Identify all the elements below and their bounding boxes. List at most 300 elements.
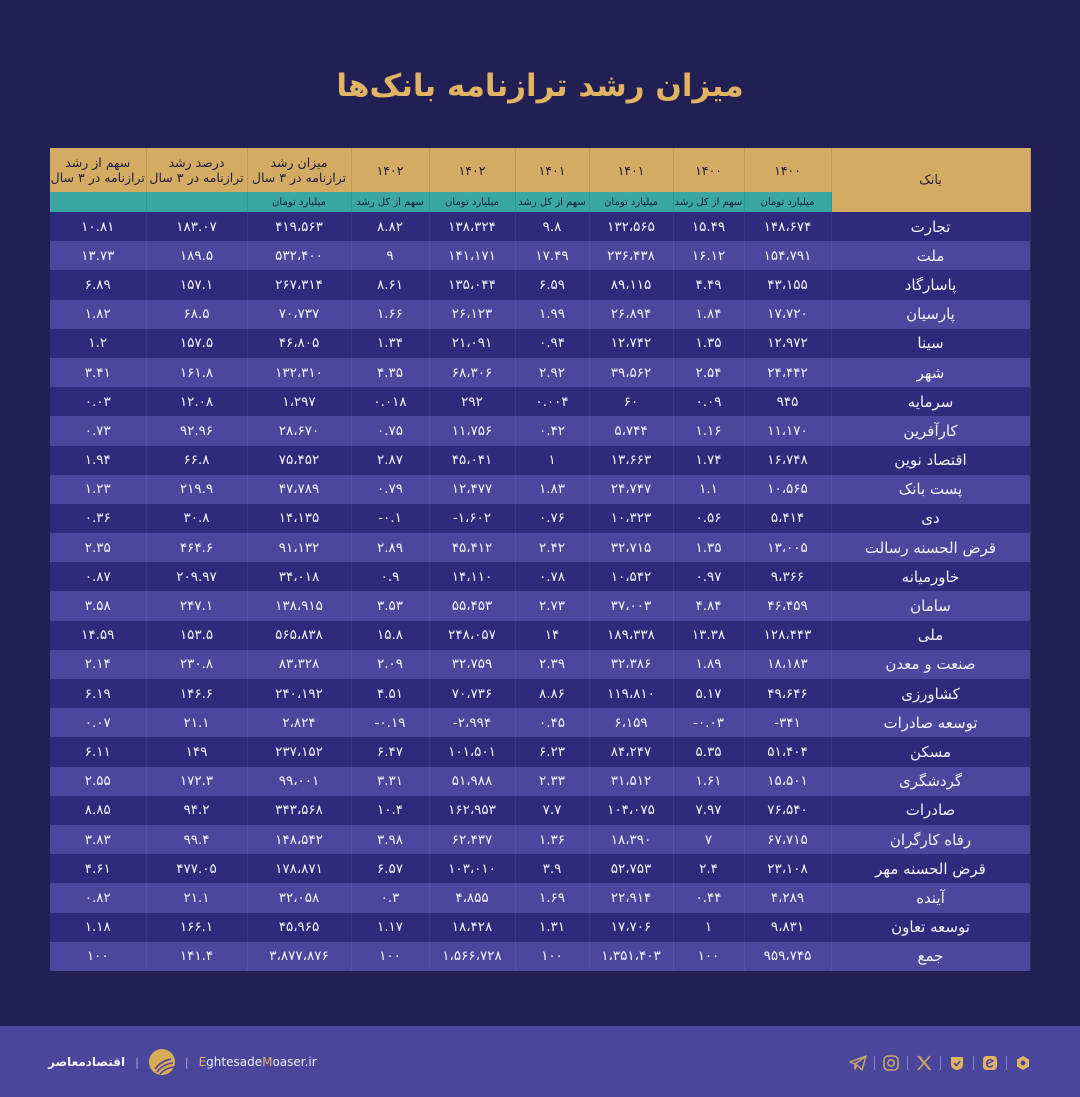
growth-share-cell: ۱۳.۷۳ bbox=[50, 241, 146, 270]
amount-1402-cell: ۱۴،۱۱۰ bbox=[429, 562, 515, 591]
share-1402-cell: ۲.۸۷ bbox=[351, 446, 429, 475]
header-growth-amount: میزان رشد ترازنامه در ۳ سال bbox=[247, 148, 351, 192]
growth-percent-cell: ۱۴۶.۶ bbox=[146, 679, 247, 708]
amount-1400-cell: ۷۶،۵۴۰ bbox=[744, 796, 831, 825]
amount-1402-cell: ۱،۵۶۶،۷۲۸ bbox=[429, 942, 515, 971]
growth-amount-cell: ۴۵،۹۶۵ bbox=[247, 913, 351, 942]
amount-1401-cell: ۳۲،۳۸۶ bbox=[589, 650, 673, 679]
share-1401-cell: ۲.۳۳ bbox=[515, 767, 589, 796]
bank-name-cell: سرمایه bbox=[831, 387, 1030, 416]
growth-amount-cell: ۷۵،۴۵۲ bbox=[247, 446, 351, 475]
share-1402-cell: ۱.۶۶ bbox=[351, 300, 429, 329]
table-row bbox=[50, 212, 1030, 241]
table-row bbox=[50, 416, 1030, 445]
growth-amount-cell: ۴۶،۸۰۵ bbox=[247, 329, 351, 358]
growth-percent-cell: ۹۹.۴ bbox=[146, 825, 247, 854]
share-1402-cell: ۹ bbox=[351, 241, 429, 270]
share-1400-cell: ۲.۵۴ bbox=[673, 358, 744, 387]
header-bank: بانک bbox=[831, 148, 1030, 212]
growth-share-cell: ۱۰۰ bbox=[50, 942, 146, 971]
amount-1400-cell: ۵۱،۴۰۴ bbox=[744, 737, 831, 766]
amount-1401-cell: ۳۱،۵۱۲ bbox=[589, 767, 673, 796]
page-title: میزان رشد ترازنامه بانک‌ها bbox=[336, 68, 744, 104]
amount-1402-cell: ۴۵،۴۱۲ bbox=[429, 533, 515, 562]
share-1402-cell: ۴.۵۱ bbox=[351, 679, 429, 708]
divider bbox=[874, 1056, 875, 1070]
amount-1401-cell: ۱۸،۳۹۰ bbox=[589, 825, 673, 854]
growth-percent-cell: ۳۰.۸ bbox=[146, 504, 247, 533]
amount-1402-cell: ۱۱،۷۵۶ bbox=[429, 416, 515, 445]
amount-1400-cell: ۶۷،۷۱۵ bbox=[744, 825, 831, 854]
share-1401-cell: ۱.۳۶ bbox=[515, 825, 589, 854]
share-1400-cell: ۱.۱۶ bbox=[673, 416, 744, 445]
subheader-empty bbox=[146, 192, 247, 212]
instagram-icon[interactable] bbox=[882, 1054, 900, 1072]
amount-1400-cell: ۴۳،۱۵۵ bbox=[744, 270, 831, 299]
growth-share-cell: ۱.۱۸ bbox=[50, 913, 146, 942]
bank-name-cell: ملی bbox=[831, 621, 1030, 650]
table-row bbox=[50, 300, 1030, 329]
growth-amount-cell: ۱۳۲،۳۱۰ bbox=[247, 358, 351, 387]
subheader-1400-amount: میلیارد تومان bbox=[744, 192, 831, 212]
growth-amount-cell: ۳۴،۰۱۸ bbox=[247, 562, 351, 591]
amount-1400-cell: ۱۱،۱۷۰ bbox=[744, 416, 831, 445]
growth-amount-cell: ۹۹،۰۰۱ bbox=[247, 767, 351, 796]
amount-1402-cell: ۱۲،۴۷۷ bbox=[429, 475, 515, 504]
growth-percent-cell: ۶۶.۸ bbox=[146, 446, 247, 475]
share-1400-cell: ۱.۷۴ bbox=[673, 446, 744, 475]
growth-share-cell: ۳.۵۸ bbox=[50, 591, 146, 620]
growth-share-cell: ۱۰.۸۱ bbox=[50, 212, 146, 241]
amount-1401-cell: ۳۷،۰۰۳ bbox=[589, 591, 673, 620]
share-1402-cell: -۰.۱۹ bbox=[351, 708, 429, 737]
header-1400-share: ۱۴۰۰ bbox=[673, 148, 744, 192]
growth-share-cell: ۳.۸۳ bbox=[50, 825, 146, 854]
table-row bbox=[50, 358, 1030, 387]
share-1400-cell: ۱.۶۱ bbox=[673, 767, 744, 796]
amount-1400-cell: ۱۷،۷۲۰ bbox=[744, 300, 831, 329]
divider: | bbox=[184, 1055, 189, 1069]
growth-amount-cell: ۲۳۷،۱۵۲ bbox=[247, 737, 351, 766]
growth-percent-cell: ۱۸۹.۵ bbox=[146, 241, 247, 270]
share-1401-cell: ۱۴ bbox=[515, 621, 589, 650]
growth-percent-cell: ۲۴۷.۱ bbox=[146, 591, 247, 620]
share-1402-cell: ۲.۸۹ bbox=[351, 533, 429, 562]
share-1400-cell: ۱۵.۴۹ bbox=[673, 212, 744, 241]
social-links bbox=[849, 1054, 1032, 1072]
growth-share-cell: ۰.۸۷ bbox=[50, 562, 146, 591]
share-1401-cell: ۲.۷۳ bbox=[515, 591, 589, 620]
bank-name-cell: سینا bbox=[831, 329, 1030, 358]
share-1400-cell: ۱۳.۳۸ bbox=[673, 621, 744, 650]
growth-share-cell: ۱.۸۲ bbox=[50, 300, 146, 329]
table-row bbox=[50, 533, 1030, 562]
share-1400-cell: -۰.۰۳ bbox=[673, 708, 744, 737]
table-row bbox=[50, 504, 1030, 533]
growth-amount-cell: ۴۷،۷۸۹ bbox=[247, 475, 351, 504]
bank-name-cell: قرض الحسنه رسالت bbox=[831, 533, 1030, 562]
amount-1401-cell: ۲۴،۷۴۷ bbox=[589, 475, 673, 504]
bank-name-cell: صنعت و معدن bbox=[831, 650, 1030, 679]
divider bbox=[1006, 1056, 1007, 1070]
amount-1402-cell: ۴،۸۵۵ bbox=[429, 883, 515, 912]
bank-name-cell: اقتصاد نوین bbox=[831, 446, 1030, 475]
share-1400-cell: ۲.۴ bbox=[673, 854, 744, 883]
table-row bbox=[50, 796, 1030, 825]
amount-1402-cell: ۴۵،۰۴۱ bbox=[429, 446, 515, 475]
share-1401-cell: ۲.۴۲ bbox=[515, 533, 589, 562]
growth-amount-cell: ۲۸،۶۷۰ bbox=[247, 416, 351, 445]
share-1400-cell: ۰.۹۷ bbox=[673, 562, 744, 591]
amount-1400-cell: ۱۸،۱۸۳ bbox=[744, 650, 831, 679]
table-row bbox=[50, 621, 1030, 650]
amount-1400-cell: ۱۳،۰۰۵ bbox=[744, 533, 831, 562]
bank-name-cell: پارسیان bbox=[831, 300, 1030, 329]
share-1400-cell: ۷.۹۷ bbox=[673, 796, 744, 825]
header-1402-amount: ۱۴۰۲ bbox=[429, 148, 515, 192]
share-1400-cell: ۰.۴۴ bbox=[673, 883, 744, 912]
amount-1401-cell: ۱۷،۷۰۶ bbox=[589, 913, 673, 942]
amount-1401-cell: ۱۰،۳۲۳ bbox=[589, 504, 673, 533]
share-1401-cell: ۸.۸۶ bbox=[515, 679, 589, 708]
amount-1401-cell: ۵۲،۷۵۳ bbox=[589, 854, 673, 883]
share-1401-cell: ۱ bbox=[515, 446, 589, 475]
amount-1400-cell: ۱۶،۷۴۸ bbox=[744, 446, 831, 475]
subheader-growth-amount: میلیارد تومان bbox=[247, 192, 351, 212]
bank-name-cell: توسعه صادرات bbox=[831, 708, 1030, 737]
amount-1402-cell: ۶۲،۴۳۷ bbox=[429, 825, 515, 854]
growth-amount-cell: ۱۴۸،۵۴۲ bbox=[247, 825, 351, 854]
amount-1401-cell: ۳۲،۷۱۵ bbox=[589, 533, 673, 562]
amount-1402-cell: ۵۵،۴۵۳ bbox=[429, 591, 515, 620]
growth-percent-cell: ۱۴۹ bbox=[146, 737, 247, 766]
brand-name: اقتصادمعاصر bbox=[48, 1055, 126, 1069]
amount-1400-cell: ۹،۸۳۱ bbox=[744, 913, 831, 942]
share-1401-cell: ۲.۹۲ bbox=[515, 358, 589, 387]
share-1402-cell: ۰.۷۹ bbox=[351, 475, 429, 504]
growth-amount-cell: ۸۳،۳۲۸ bbox=[247, 650, 351, 679]
amount-1400-cell: ۹۵۹،۷۴۵ bbox=[744, 942, 831, 971]
growth-percent-cell: ۴۷۷.۰۵ bbox=[146, 854, 247, 883]
amount-1401-cell: ۲۶،۸۹۴ bbox=[589, 300, 673, 329]
amount-1402-cell: ۲۱،۰۹۱ bbox=[429, 329, 515, 358]
table-body bbox=[50, 212, 1030, 971]
amount-1401-cell: ۱۳۲،۵۶۵ bbox=[589, 212, 673, 241]
table-row bbox=[50, 767, 1030, 796]
header-1402-share: ۱۴۰۲ bbox=[351, 148, 429, 192]
share-1402-cell: ۰.۳ bbox=[351, 883, 429, 912]
growth-share-cell: ۱.۹۴ bbox=[50, 446, 146, 475]
share-1401-cell: ۱۷.۴۹ bbox=[515, 241, 589, 270]
share-1400-cell: ۱۰۰ bbox=[673, 942, 744, 971]
header-1401-amount: ۱۴۰۱ bbox=[589, 148, 673, 192]
share-1401-cell: ۰.۴۵ bbox=[515, 708, 589, 737]
header-growth-share: سهم از رشد ترازنامه در ۳ سال bbox=[50, 148, 146, 192]
amount-1402-cell: ۱۰۳،۰۱۰ bbox=[429, 854, 515, 883]
growth-amount-cell: ۲۴۰،۱۹۲ bbox=[247, 679, 351, 708]
growth-share-cell: ۰.۰۷ bbox=[50, 708, 146, 737]
growth-share-cell: ۶.۸۹ bbox=[50, 270, 146, 299]
amount-1402-cell: ۱۳۸،۳۲۴ bbox=[429, 212, 515, 241]
amount-1401-cell: ۱۱۹،۸۱۰ bbox=[589, 679, 673, 708]
growth-percent-cell: ۱۶۱.۸ bbox=[146, 358, 247, 387]
share-1401-cell: ۱.۸۳ bbox=[515, 475, 589, 504]
table-row bbox=[50, 270, 1030, 299]
subheader-1401-share: سهم از کل رشد bbox=[515, 192, 589, 212]
growth-amount-cell: ۵۳۲،۴۰۰ bbox=[247, 241, 351, 270]
e-icon[interactable] bbox=[981, 1054, 999, 1072]
growth-percent-cell: ۹۴.۲ bbox=[146, 796, 247, 825]
bank-name-cell: پست بانک bbox=[831, 475, 1030, 504]
amount-1402-cell: -۲،۹۹۴ bbox=[429, 708, 515, 737]
growth-percent-cell: ۱۸۳.۰۷ bbox=[146, 212, 247, 241]
growth-amount-cell: ۹۱،۱۳۲ bbox=[247, 533, 351, 562]
share-1402-cell: ۱.۱۷ bbox=[351, 913, 429, 942]
table-row bbox=[50, 708, 1030, 737]
growth-share-cell: ۳.۴۱ bbox=[50, 358, 146, 387]
share-1402-cell: ۶.۴۷ bbox=[351, 737, 429, 766]
share-1401-cell: ۶.۵۹ bbox=[515, 270, 589, 299]
share-1400-cell: ۵.۳۵ bbox=[673, 737, 744, 766]
amount-1402-cell: ۲۴۸،۰۵۷ bbox=[429, 621, 515, 650]
hexagon-icon[interactable] bbox=[1014, 1054, 1032, 1072]
amount-1401-cell: ۶۰ bbox=[589, 387, 673, 416]
amount-1400-cell: ۱۵۴،۷۹۱ bbox=[744, 241, 831, 270]
amount-1400-cell: ۲۳،۱۰۸ bbox=[744, 854, 831, 883]
share-1402-cell: ۳.۳۱ bbox=[351, 767, 429, 796]
share-1402-cell: ۱۰.۴ bbox=[351, 796, 429, 825]
amount-1401-cell: ۶،۱۵۹ bbox=[589, 708, 673, 737]
growth-share-cell: ۴.۶۱ bbox=[50, 854, 146, 883]
growth-share-cell: ۰.۳۶ bbox=[50, 504, 146, 533]
bank-name-cell: تجارت bbox=[831, 212, 1030, 241]
growth-share-cell: ۰.۰۳ bbox=[50, 387, 146, 416]
bank-name-cell: صادرات bbox=[831, 796, 1030, 825]
amount-1401-cell: ۱۳،۶۶۳ bbox=[589, 446, 673, 475]
share-1400-cell: ۱.۸۴ bbox=[673, 300, 744, 329]
amount-1402-cell: ۱۴۱،۱۷۱ bbox=[429, 241, 515, 270]
table-row bbox=[50, 825, 1030, 854]
growth-share-cell: ۲.۵۵ bbox=[50, 767, 146, 796]
bank-name-cell: رفاه کارگران bbox=[831, 825, 1030, 854]
bank-name-cell: دی bbox=[831, 504, 1030, 533]
share-1401-cell: ۳.۹ bbox=[515, 854, 589, 883]
amount-1401-cell: ۳۹،۵۶۲ bbox=[589, 358, 673, 387]
amount-1400-cell: ۹۴۵ bbox=[744, 387, 831, 416]
growth-amount-cell: ۳۴۳،۵۶۸ bbox=[247, 796, 351, 825]
growth-percent-cell: ۱۷۲.۳ bbox=[146, 767, 247, 796]
growth-share-cell: ۶.۱۱ bbox=[50, 737, 146, 766]
table-row bbox=[50, 446, 1030, 475]
total-row bbox=[50, 942, 1030, 971]
bank-name-cell: پاسارگاد bbox=[831, 270, 1030, 299]
amount-1400-cell: ۱۵،۵۰۱ bbox=[744, 767, 831, 796]
growth-amount-cell: ۱۷۸،۸۷۱ bbox=[247, 854, 351, 883]
header-growth-percent: درصد رشد ترازنامه در ۳ سال bbox=[146, 148, 247, 192]
share-1402-cell: ۰.۹ bbox=[351, 562, 429, 591]
share-1400-cell: ۱.۳۵ bbox=[673, 329, 744, 358]
share-1400-cell: ۷ bbox=[673, 825, 744, 854]
share-1400-cell: ۴.۴۹ bbox=[673, 270, 744, 299]
growth-percent-cell: ۲۰۹.۹۷ bbox=[146, 562, 247, 591]
bank-name-cell: سامان bbox=[831, 591, 1030, 620]
share-1401-cell: ۷.۷ bbox=[515, 796, 589, 825]
amount-1401-cell: ۲۳۶،۴۳۸ bbox=[589, 241, 673, 270]
share-1400-cell: ۰.۰۹ bbox=[673, 387, 744, 416]
share-1400-cell: ۵.۱۷ bbox=[673, 679, 744, 708]
x-icon[interactable] bbox=[915, 1054, 933, 1072]
growth-amount-cell: ۲۶۷،۳۱۴ bbox=[247, 270, 351, 299]
amount-1400-cell: ۵،۴۱۴ bbox=[744, 504, 831, 533]
share-1401-cell: ۲.۳۹ bbox=[515, 650, 589, 679]
share-1401-cell: ۱۰۰ bbox=[515, 942, 589, 971]
amount-1402-cell: ۷۰،۷۳۶ bbox=[429, 679, 515, 708]
growth-percent-cell: ۱۵۳.۵ bbox=[146, 621, 247, 650]
share-1401-cell: ۰.۰۰۴ bbox=[515, 387, 589, 416]
subheader-1402-share: سهم از کل رشد bbox=[351, 192, 429, 212]
growth-percent-cell: ۴۶۴.۶ bbox=[146, 533, 247, 562]
divider: | bbox=[135, 1055, 139, 1069]
bank-name-cell: مسکن bbox=[831, 737, 1030, 766]
bank-name-cell: خاورمیانه bbox=[831, 562, 1030, 591]
share-1401-cell: ۰.۴۲ bbox=[515, 416, 589, 445]
growth-amount-cell: ۳،۸۷۷،۸۷۶ bbox=[247, 942, 351, 971]
amount-1402-cell: ۱۳۵،۰۴۴ bbox=[429, 270, 515, 299]
amount-1401-cell: ۵،۷۴۴ bbox=[589, 416, 673, 445]
share-1401-cell: ۱.۶۹ bbox=[515, 883, 589, 912]
growth-amount-cell: ۲،۸۲۴ bbox=[247, 708, 351, 737]
table-row bbox=[50, 562, 1030, 591]
share-1401-cell: ۰.۷۶ bbox=[515, 504, 589, 533]
amount-1401-cell: ۱۸۹،۳۳۸ bbox=[589, 621, 673, 650]
subheader-empty bbox=[50, 192, 146, 212]
table-row bbox=[50, 883, 1030, 912]
amount-1400-cell: ۴۶،۴۵۹ bbox=[744, 591, 831, 620]
growth-share-cell: ۶.۱۹ bbox=[50, 679, 146, 708]
table-row bbox=[50, 591, 1030, 620]
header-row bbox=[50, 148, 1030, 192]
share-1402-cell: ۸.۸۲ bbox=[351, 212, 429, 241]
growth-amount-cell: ۱،۲۹۷ bbox=[247, 387, 351, 416]
bank-name-cell: کارآفرین bbox=[831, 416, 1030, 445]
share-1400-cell: ۱۶.۱۲ bbox=[673, 241, 744, 270]
amount-1402-cell: ۱۶۲،۹۵۳ bbox=[429, 796, 515, 825]
growth-share-cell: ۰.۷۳ bbox=[50, 416, 146, 445]
bank-balance-table bbox=[50, 148, 1030, 971]
growth-percent-cell: ۲۱.۱ bbox=[146, 883, 247, 912]
website-link[interactable]: EghtesadeMoaser.ir bbox=[198, 1055, 317, 1069]
amount-1400-cell: ۴۹،۶۴۶ bbox=[744, 679, 831, 708]
share-1402-cell: ۶.۵۷ bbox=[351, 854, 429, 883]
divider bbox=[973, 1056, 974, 1070]
table-row bbox=[50, 387, 1030, 416]
share-1400-cell: ۱.۱ bbox=[673, 475, 744, 504]
bank-name-cell: قرض الحسنه مهر bbox=[831, 854, 1030, 883]
header-1400-amount: ۱۴۰۰ bbox=[744, 148, 831, 192]
share-1402-cell: ۴.۳۵ bbox=[351, 358, 429, 387]
growth-percent-cell: ۲۱.۱ bbox=[146, 708, 247, 737]
divider bbox=[940, 1056, 941, 1070]
subheader-1400-share: سهم از کل رشد bbox=[673, 192, 744, 212]
share-1402-cell: ۰.۰۱۸ bbox=[351, 387, 429, 416]
share-1401-cell: ۰.۹۴ bbox=[515, 329, 589, 358]
amount-1400-cell: ۱۴۸،۶۷۴ bbox=[744, 212, 831, 241]
bank-name-cell: جمع bbox=[831, 942, 1030, 971]
table-row bbox=[50, 679, 1030, 708]
bank-name-cell: شهر bbox=[831, 358, 1030, 387]
amount-1402-cell: -۱،۶۰۲ bbox=[429, 504, 515, 533]
table-row bbox=[50, 650, 1030, 679]
growth-amount-cell: ۱۳۸،۹۱۵ bbox=[247, 591, 351, 620]
amount-1401-cell: ۱۰،۵۴۲ bbox=[589, 562, 673, 591]
share-1401-cell: ۶.۲۳ bbox=[515, 737, 589, 766]
share-1402-cell: ۱۰۰ bbox=[351, 942, 429, 971]
share-1402-cell: -۰.۱ bbox=[351, 504, 429, 533]
growth-amount-cell: ۳۲،۰۵۸ bbox=[247, 883, 351, 912]
share-1402-cell: ۳.۵۳ bbox=[351, 591, 429, 620]
table-row bbox=[50, 241, 1030, 270]
telegram-icon[interactable] bbox=[849, 1054, 867, 1072]
subheader-1402-amount: میلیارد تومان bbox=[429, 192, 515, 212]
amount-1402-cell: ۲۹۲ bbox=[429, 387, 515, 416]
amount-1400-cell: -۳۴۱ bbox=[744, 708, 831, 737]
share-1401-cell: ۹.۸ bbox=[515, 212, 589, 241]
growth-percent-cell: ۱۵۷.۱ bbox=[146, 270, 247, 299]
amount-1402-cell: ۶۸،۳۰۶ bbox=[429, 358, 515, 387]
bank-name-cell: توسعه تعاون bbox=[831, 913, 1030, 942]
growth-percent-cell: ۱۵۷.۵ bbox=[146, 329, 247, 358]
share-1401-cell: ۱.۹۹ bbox=[515, 300, 589, 329]
amount-1401-cell: ۸۹،۱۱۵ bbox=[589, 270, 673, 299]
amount-1402-cell: ۱۰۱،۵۰۱ bbox=[429, 737, 515, 766]
amount-1400-cell: ۱۲،۹۷۲ bbox=[744, 329, 831, 358]
growth-share-cell: ۲.۱۴ bbox=[50, 650, 146, 679]
growth-share-cell: ۱.۲۳ bbox=[50, 475, 146, 504]
amount-1402-cell: ۳۲،۷۵۹ bbox=[429, 650, 515, 679]
bank-name-cell: ملت bbox=[831, 241, 1030, 270]
share-1400-cell: ۱.۳۵ bbox=[673, 533, 744, 562]
amount-1400-cell: ۱۲۸،۴۴۳ bbox=[744, 621, 831, 650]
share-1400-cell: ۴.۸۴ bbox=[673, 591, 744, 620]
growth-percent-cell: ۱۲.۰۸ bbox=[146, 387, 247, 416]
amount-1401-cell: ۲۲،۹۱۴ bbox=[589, 883, 673, 912]
share-1402-cell: ۳.۹۸ bbox=[351, 825, 429, 854]
table-row bbox=[50, 913, 1030, 942]
amount-1401-cell: ۱،۳۵۱،۴۰۳ bbox=[589, 942, 673, 971]
growth-amount-cell: ۷۰،۷۳۷ bbox=[247, 300, 351, 329]
share-1402-cell: ۱.۳۴ bbox=[351, 329, 429, 358]
bank-name-cell: گردشگری bbox=[831, 767, 1030, 796]
amount-1400-cell: ۴،۲۸۹ bbox=[744, 883, 831, 912]
header-1401-share: ۱۴۰۱ bbox=[515, 148, 589, 192]
growth-share-cell: ۸.۸۵ bbox=[50, 796, 146, 825]
share-1400-cell: ۰.۵۶ bbox=[673, 504, 744, 533]
growth-amount-cell: ۴۱۹،۵۶۳ bbox=[247, 212, 351, 241]
amount-1402-cell: ۲۶،۱۲۳ bbox=[429, 300, 515, 329]
share-1402-cell: ۸.۶۱ bbox=[351, 270, 429, 299]
growth-percent-cell: ۲۱۹.۹ bbox=[146, 475, 247, 504]
table-row bbox=[50, 329, 1030, 358]
share-1402-cell: ۲.۰۹ bbox=[351, 650, 429, 679]
growth-percent-cell: ۱۶۶.۱ bbox=[146, 913, 247, 942]
share-1401-cell: ۰.۷۸ bbox=[515, 562, 589, 591]
amount-1401-cell: ۸۴،۲۴۷ bbox=[589, 737, 673, 766]
footer bbox=[0, 1026, 1080, 1097]
amount-1400-cell: ۱۰،۵۶۵ bbox=[744, 475, 831, 504]
amount-1400-cell: ۲۴،۴۴۲ bbox=[744, 358, 831, 387]
amount-1401-cell: ۱۲،۷۴۲ bbox=[589, 329, 673, 358]
shield-check-icon[interactable] bbox=[948, 1054, 966, 1072]
